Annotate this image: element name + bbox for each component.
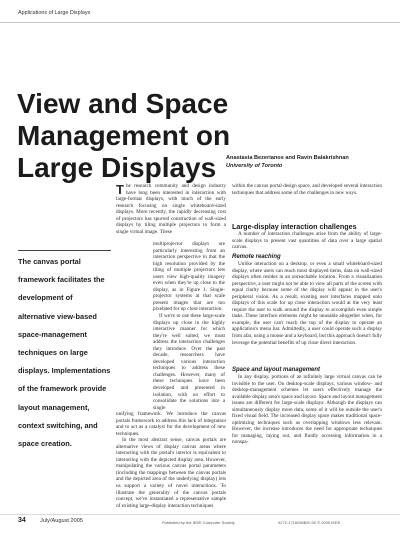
subsection-remote-reaching — [232, 253, 382, 346]
subsection-heading: Space and layout management — [232, 367, 321, 373]
paragraph: In any display, portions of an infinitely large virtual canvas can be invisible to the user. On desktop-scale displays, various window- and desktop-management schemes let users effectively manage the available display area's space and layout. Space and layout management issues are different for large-scale displays: Although the displays can simultaneously display more data, some of it will be outside the user's fixed visual field. The increased display space makes traditional space-optimizing techniques such as overlapping windows less relevant. However, the increase introduces the need for appropriate techniques for managing, laying out, and fluidly accessing information in a nonspa- — [232, 374, 382, 446]
pull-quote-rule — [18, 250, 111, 251]
pull-quote — [18, 250, 111, 453]
page-number: 34 — [18, 517, 26, 524]
paragraph: multiprojector displays are particularly interesting from an interaction perspective in that the high resolution provided by the tiling of multiple projectors lets users view high-quality imagery even when they're up close to the display, as in Figure 1. Single-projector systems at that scale present images that are too pixelated for up close interaction. — [153, 241, 225, 313]
publisher-line: Published by the IEEE Computer Society — [162, 520, 235, 525]
paragraph: If we're to use these large-scale displays up close in the highly interactive manner for which they're well suited, we must address the interaction challenges they introduce. Over the past decade, researchers have developed various interaction techniques to address these challenges. However, many of these techniques have been developed and presented in isolation, with no effort to consolidate the solutions into a single — [153, 313, 225, 411]
header-rule — [0, 22, 400, 23]
intro-column-top — [116, 183, 226, 235]
drop-cap: T — [116, 182, 124, 197]
title-line: Large Displays — [17, 152, 217, 183]
author-affiliation: University of Toronto — [226, 163, 283, 169]
title-line: View and Space — [17, 88, 229, 119]
article-title — [17, 88, 230, 184]
author-block — [226, 154, 349, 170]
col2-intro — [232, 183, 382, 196]
intro-paragraph: he research community and design industry have long been interested in interaction with large-format displays, with much of the early research focusing on single whiteboard-sized displays. More recently, the rapidly decreasing cost of projectors has spurred construction of wall-sized displays by tiling multiple projectors to form a single virtual image. These — [116, 183, 226, 235]
copyright-line: 0272-1716/05/$20.00 © 2005 IEEE — [278, 520, 341, 525]
author-names: Anastasia Bezerianos and Ravin Balakrishnan — [226, 155, 349, 161]
pull-quote-text: The canvas portal framework facilitates the development of alternative view-based space-management techniques on large displays. Implementations of the framework provide layout management, context switching, and space creation. — [18, 257, 111, 449]
section-heading: Large-display interaction challenges — [232, 222, 357, 231]
intro-column-bottom — [116, 411, 226, 509]
intro-column-narrow — [153, 241, 225, 411]
paragraph: unifying framework. We introduce the canvas portals framework to address this lack of integration and to act as a catalyst for the development of new techniques. — [116, 411, 226, 437]
running-header: Applications of Large Displays — [18, 10, 91, 16]
issue-date: July/August 2005 — [40, 518, 83, 524]
paragraph: In the most abstract sense, canvas portals are alternative views of display canvas areas where interacting with the portal's interior is equivalent to interacting with the depicted display area. However, manipulating the various canvas portal parameters (including the mappings between the canvas portals and the depicted area of the underlying display) lets us support a variety of novel interactions. To illustrate the generality of the canvas portals concept, we've instantiated a representative sample of existing large-display interaction techniques — [116, 437, 226, 509]
footer-rule — [0, 514, 400, 515]
paragraph: within the canvas portal design space, and developed several interaction techniques that address some of the challenges in new ways. — [232, 183, 382, 196]
title-line: Management on — [17, 120, 231, 151]
section-challenges — [232, 222, 382, 251]
paragraph: A number of interaction challenges arise from the ability of large-scale displays to present vast quantities of data over a large spatial canvas. — [232, 231, 382, 251]
subsection-heading: Remote reaching — [232, 254, 281, 260]
subsection-space-layout — [232, 366, 382, 446]
paragraph: Unlike interaction on a desktop, or even a small whiteboard-sized display, where users can reach most displayed items, data on wall-sized displays often resides in an unreachable location. From a visualization perspective, a user might not be able to view all parts of the screen with equal clarity because some of the display will appear in the user's peripheral vision. As a result, existing user interfaces mapped onto displays of this scale for up close interaction would at the very least require the user to walk around the display to accomplish even simple tasks. These interface elements might be unusable altogether when, for example, the user can't reach the top of the display to operate an application's menu bar. Admittedly, a user could operate such a display from afar, using a mouse and a keyboard, but this approach doesn't fully leverage the potential benefits of up close direct interaction. — [232, 261, 382, 346]
